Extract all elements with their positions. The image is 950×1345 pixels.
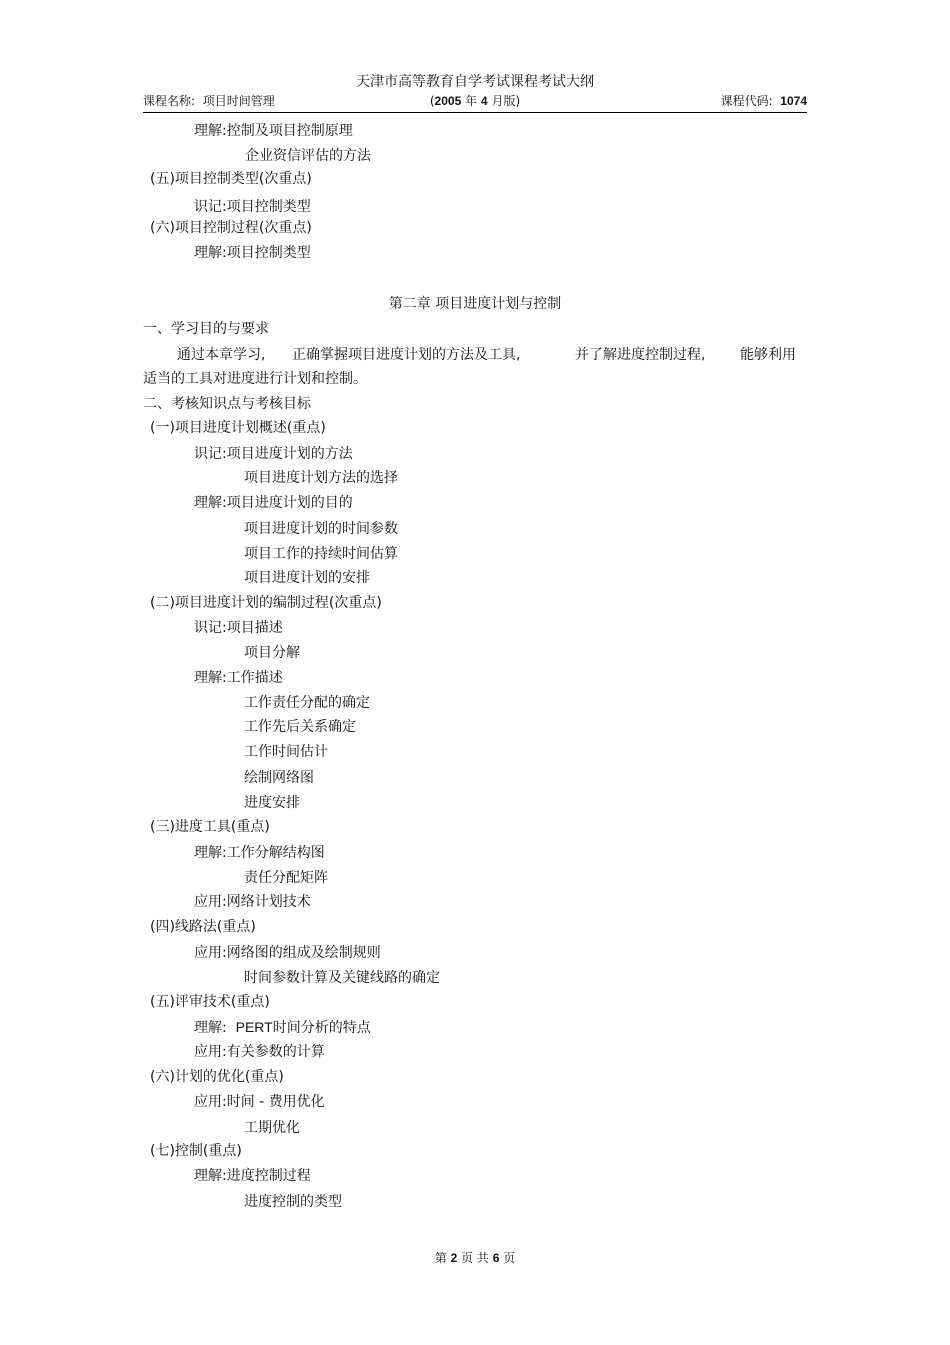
sub-item: 时间参数计算及关键线路的确定 xyxy=(244,970,440,986)
edition-year: 2005 xyxy=(434,94,462,108)
understand-line: 理解:进度控制过程 xyxy=(194,1168,311,1184)
memorize-line: 识记:项目控制类型 xyxy=(194,199,311,215)
edition-info: (2005 年 4 月版) xyxy=(429,94,521,108)
sub-item: 进度控制的类型 xyxy=(244,1194,342,1210)
section-heading: (三)进度工具(重点) xyxy=(150,819,270,835)
edition-month: 4 xyxy=(480,94,488,108)
chapter-title: 第二章 项目进度计划与控制 xyxy=(388,296,562,312)
course-code-value: 1074 xyxy=(780,94,807,108)
course-code-label: 课程代码: xyxy=(720,94,773,108)
section-heading: (七)控制(重点) xyxy=(150,1143,242,1159)
goal-paragraph-cont: 适当的工具对进度进行计划和控制。 xyxy=(143,371,367,387)
page-number: 2 xyxy=(450,1251,458,1265)
course-code-field xyxy=(721,92,807,109)
document-title: 天津市高等教育自学考试课程考试大纲 xyxy=(356,74,594,90)
sub-item: 工期优化 xyxy=(244,1120,300,1136)
sub-item: 责任分配矩阵 xyxy=(244,870,328,886)
sub-item: 企业资信评估的方法 xyxy=(245,148,371,164)
page-total: 6 xyxy=(492,1251,500,1265)
sub-item: 进度安排 xyxy=(244,795,300,811)
section-heading: (六)计划的优化(重点) xyxy=(150,1069,284,1085)
sub-item: 项目进度计划方法的选择 xyxy=(244,470,398,486)
section-heading: (一)项目进度计划概述(重点) xyxy=(150,420,326,436)
points-heading: 二、考核知识点与考核目标 xyxy=(143,396,311,412)
goal-paragraph-a: 通过本章学习, xyxy=(177,347,266,363)
sub-item: 项目分解 xyxy=(244,645,300,661)
goal-paragraph-b: 正确掌握项目进度计划的方法及工具, xyxy=(292,347,521,363)
section-heading: (五)评审技术(重点) xyxy=(150,994,270,1010)
understand-line: 理解:控制及项目控制原理 xyxy=(194,123,353,139)
apply-line: 应用:有关参数的计算 xyxy=(194,1044,325,1060)
sub-item: 项目工作的持续时间估算 xyxy=(244,546,398,562)
understand-line: 理解:工作分解结构图 xyxy=(194,845,325,861)
sub-item: 工作先后关系确定 xyxy=(244,719,356,735)
understand-line: 理解:项目进度计划的目的 xyxy=(194,495,353,511)
sub-item: 项目进度计划的安排 xyxy=(244,570,370,586)
sub-item: 绘制网络图 xyxy=(244,770,314,786)
sub-item: 工作责任分配的确定 xyxy=(244,695,370,711)
goal-paragraph-c: 并了解进度控制过程, xyxy=(575,347,706,363)
sub-item: 工作时间估计 xyxy=(244,744,328,760)
course-name-value: 项目时间管理 xyxy=(202,94,275,108)
course-name-label: 课程名称: xyxy=(143,94,196,108)
header-row xyxy=(143,92,807,110)
goal-paragraph-d: 能够利用 xyxy=(740,347,796,363)
apply-line: 应用:时间 - 费用优化 xyxy=(194,1094,325,1110)
understand-line: 理解:工作描述 xyxy=(194,670,283,686)
sub-item: 项目进度计划的时间参数 xyxy=(244,521,398,537)
goal-heading: 一、学习目的与要求 xyxy=(143,321,269,337)
section-heading: (五)项目控制类型(次重点) xyxy=(150,171,312,187)
memorize-line: 识记:项目描述 xyxy=(194,620,283,636)
apply-line: 应用:网络图的组成及绘制规则 xyxy=(194,945,381,961)
understand-line: 理解:项目控制类型 xyxy=(194,245,311,261)
page-footer: 第 2 页 共 6 页 xyxy=(434,1251,516,1265)
header-divider xyxy=(143,112,807,113)
apply-line: 应用:网络计划技术 xyxy=(194,894,311,910)
memorize-line: 识记:项目进度计划的方法 xyxy=(194,446,353,462)
understand-line: 理解: PERT时间分析的特点 xyxy=(194,1019,371,1036)
section-heading: (四)线路法(重点) xyxy=(150,919,256,935)
section-heading: (六)项目控制过程(次重点) xyxy=(150,220,312,236)
section-heading: (二)项目进度计划的编制过程(次重点) xyxy=(150,595,382,611)
pert-term: PERT xyxy=(235,1019,273,1035)
